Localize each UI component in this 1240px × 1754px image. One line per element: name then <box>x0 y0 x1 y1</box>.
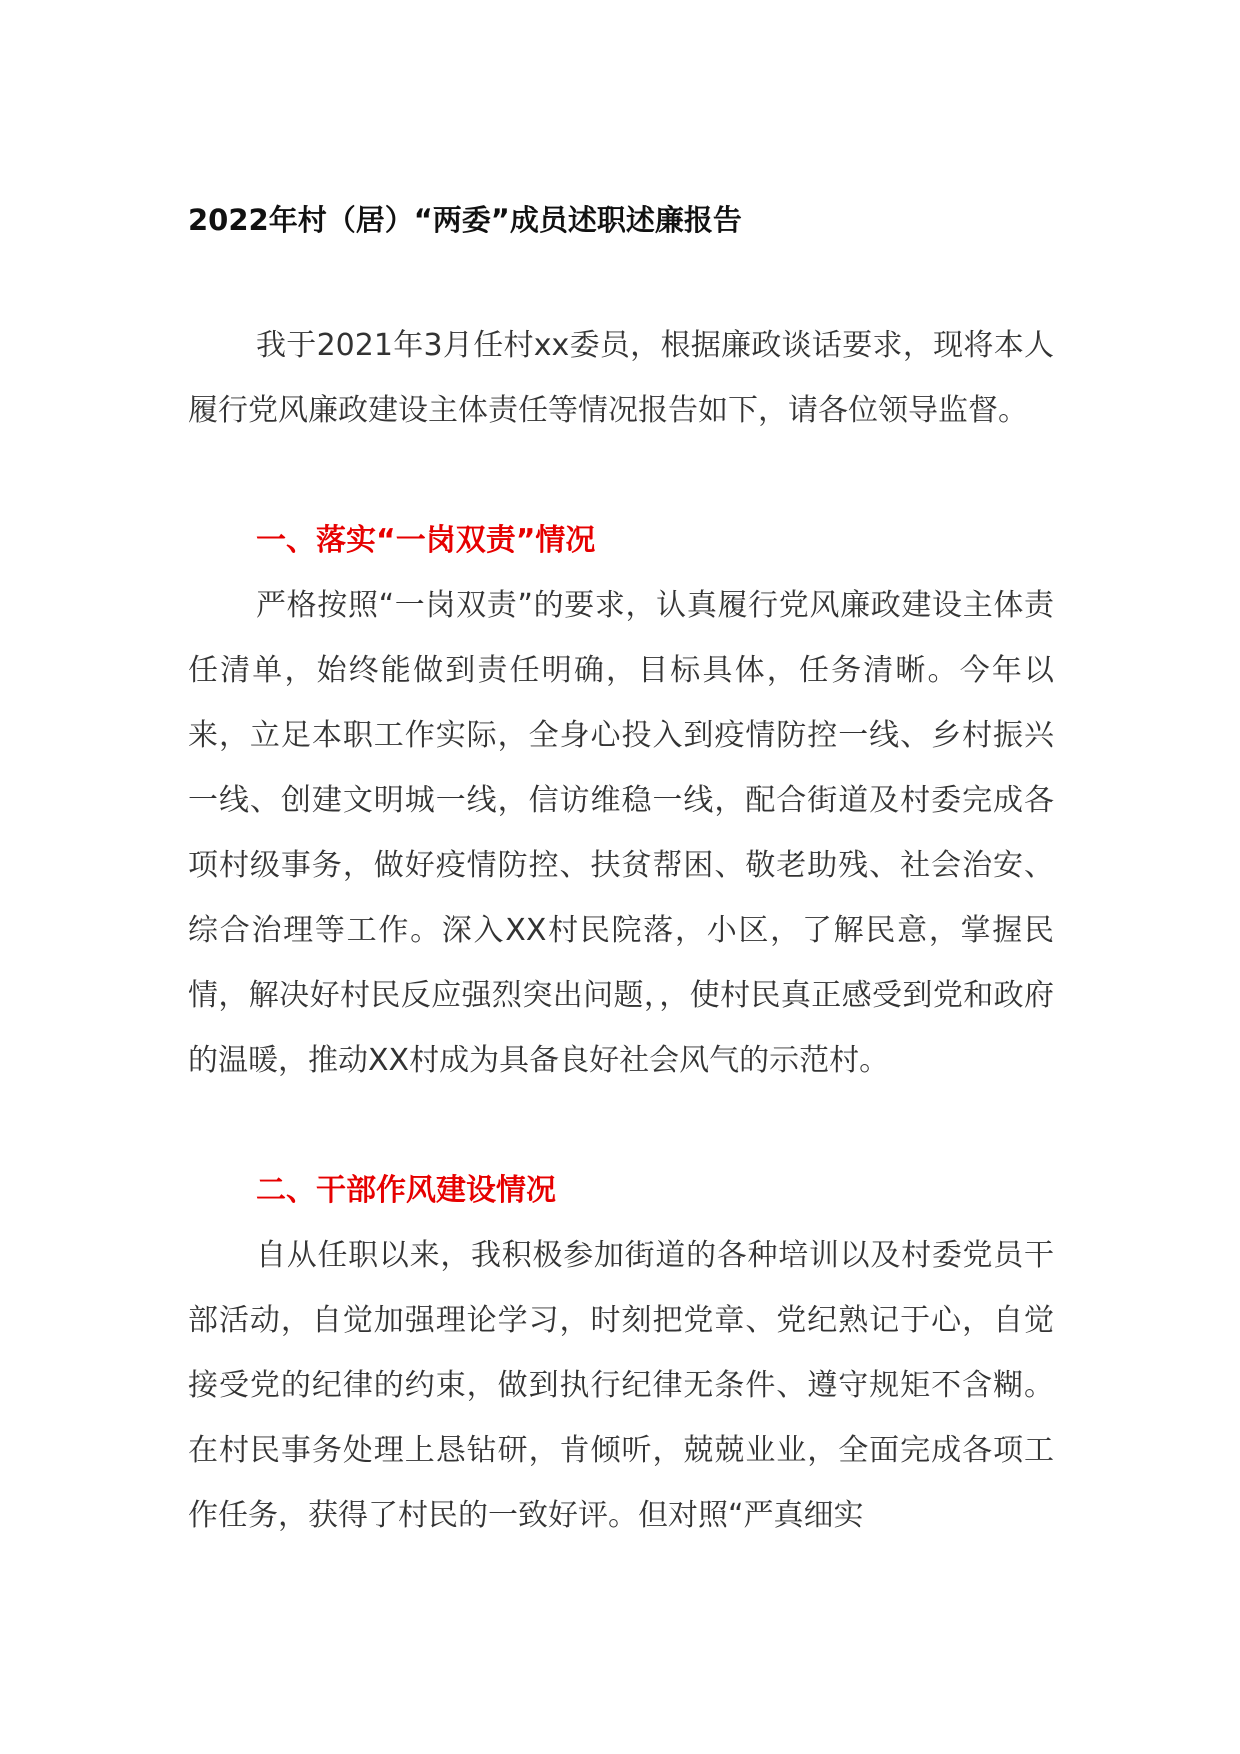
section-1-paragraph: 严格按照“一岗双责”的要求，认真履行党风廉政建设主体责任清单，始终能做到责任明确，目标具体，任务清晰。今年以来，立足本职工作实际，全身心投入到疫情防控一线、乡村振兴一线、创建文明城一线，信访维稳一线，配合街道及村委完成各项村级事务，做好疫情防控、扶贫帮困、敬老助残、社会治安、综合治理等工作。深入XX村民院落，小区，了解民意，掌握民情，解决好村民反应强烈突出问题，，使村民真正感受到党和政府的温暖，推动XX村成为具备良好社会风气的示范村。 <box>188 588 1054 1078</box>
document-title: 2022年村（居）“两委”成员述职述廉报告 <box>188 203 742 237</box>
section-1-heading: 一、落实“一岗双责”情况 <box>256 523 596 558</box>
section-2-paragraph: 自从任职以来，我积极参加街道的各种培训以及村委党员干部活动，自觉加强理论学习，时刻把党章、党纪熟记于心，自觉接受党的纪律的约束，做到执行纪律无条件、遵守规矩不含糊。在村民事务处理上恳钻研，肯倾听，兢兢业业，全面完成各项工作任务，获得了村民的一致好评。但对照“严真细实 <box>188 1238 1054 1533</box>
intro-paragraph: 我于2021年3月任村xx委员，根据廉政谈话要求，现将本人履行党风廉政建设主体责任等情况报告如下，请各位领导监督。 <box>188 328 1054 428</box>
section-2-heading: 二、干部作风建设情况 <box>256 1173 556 1208</box>
